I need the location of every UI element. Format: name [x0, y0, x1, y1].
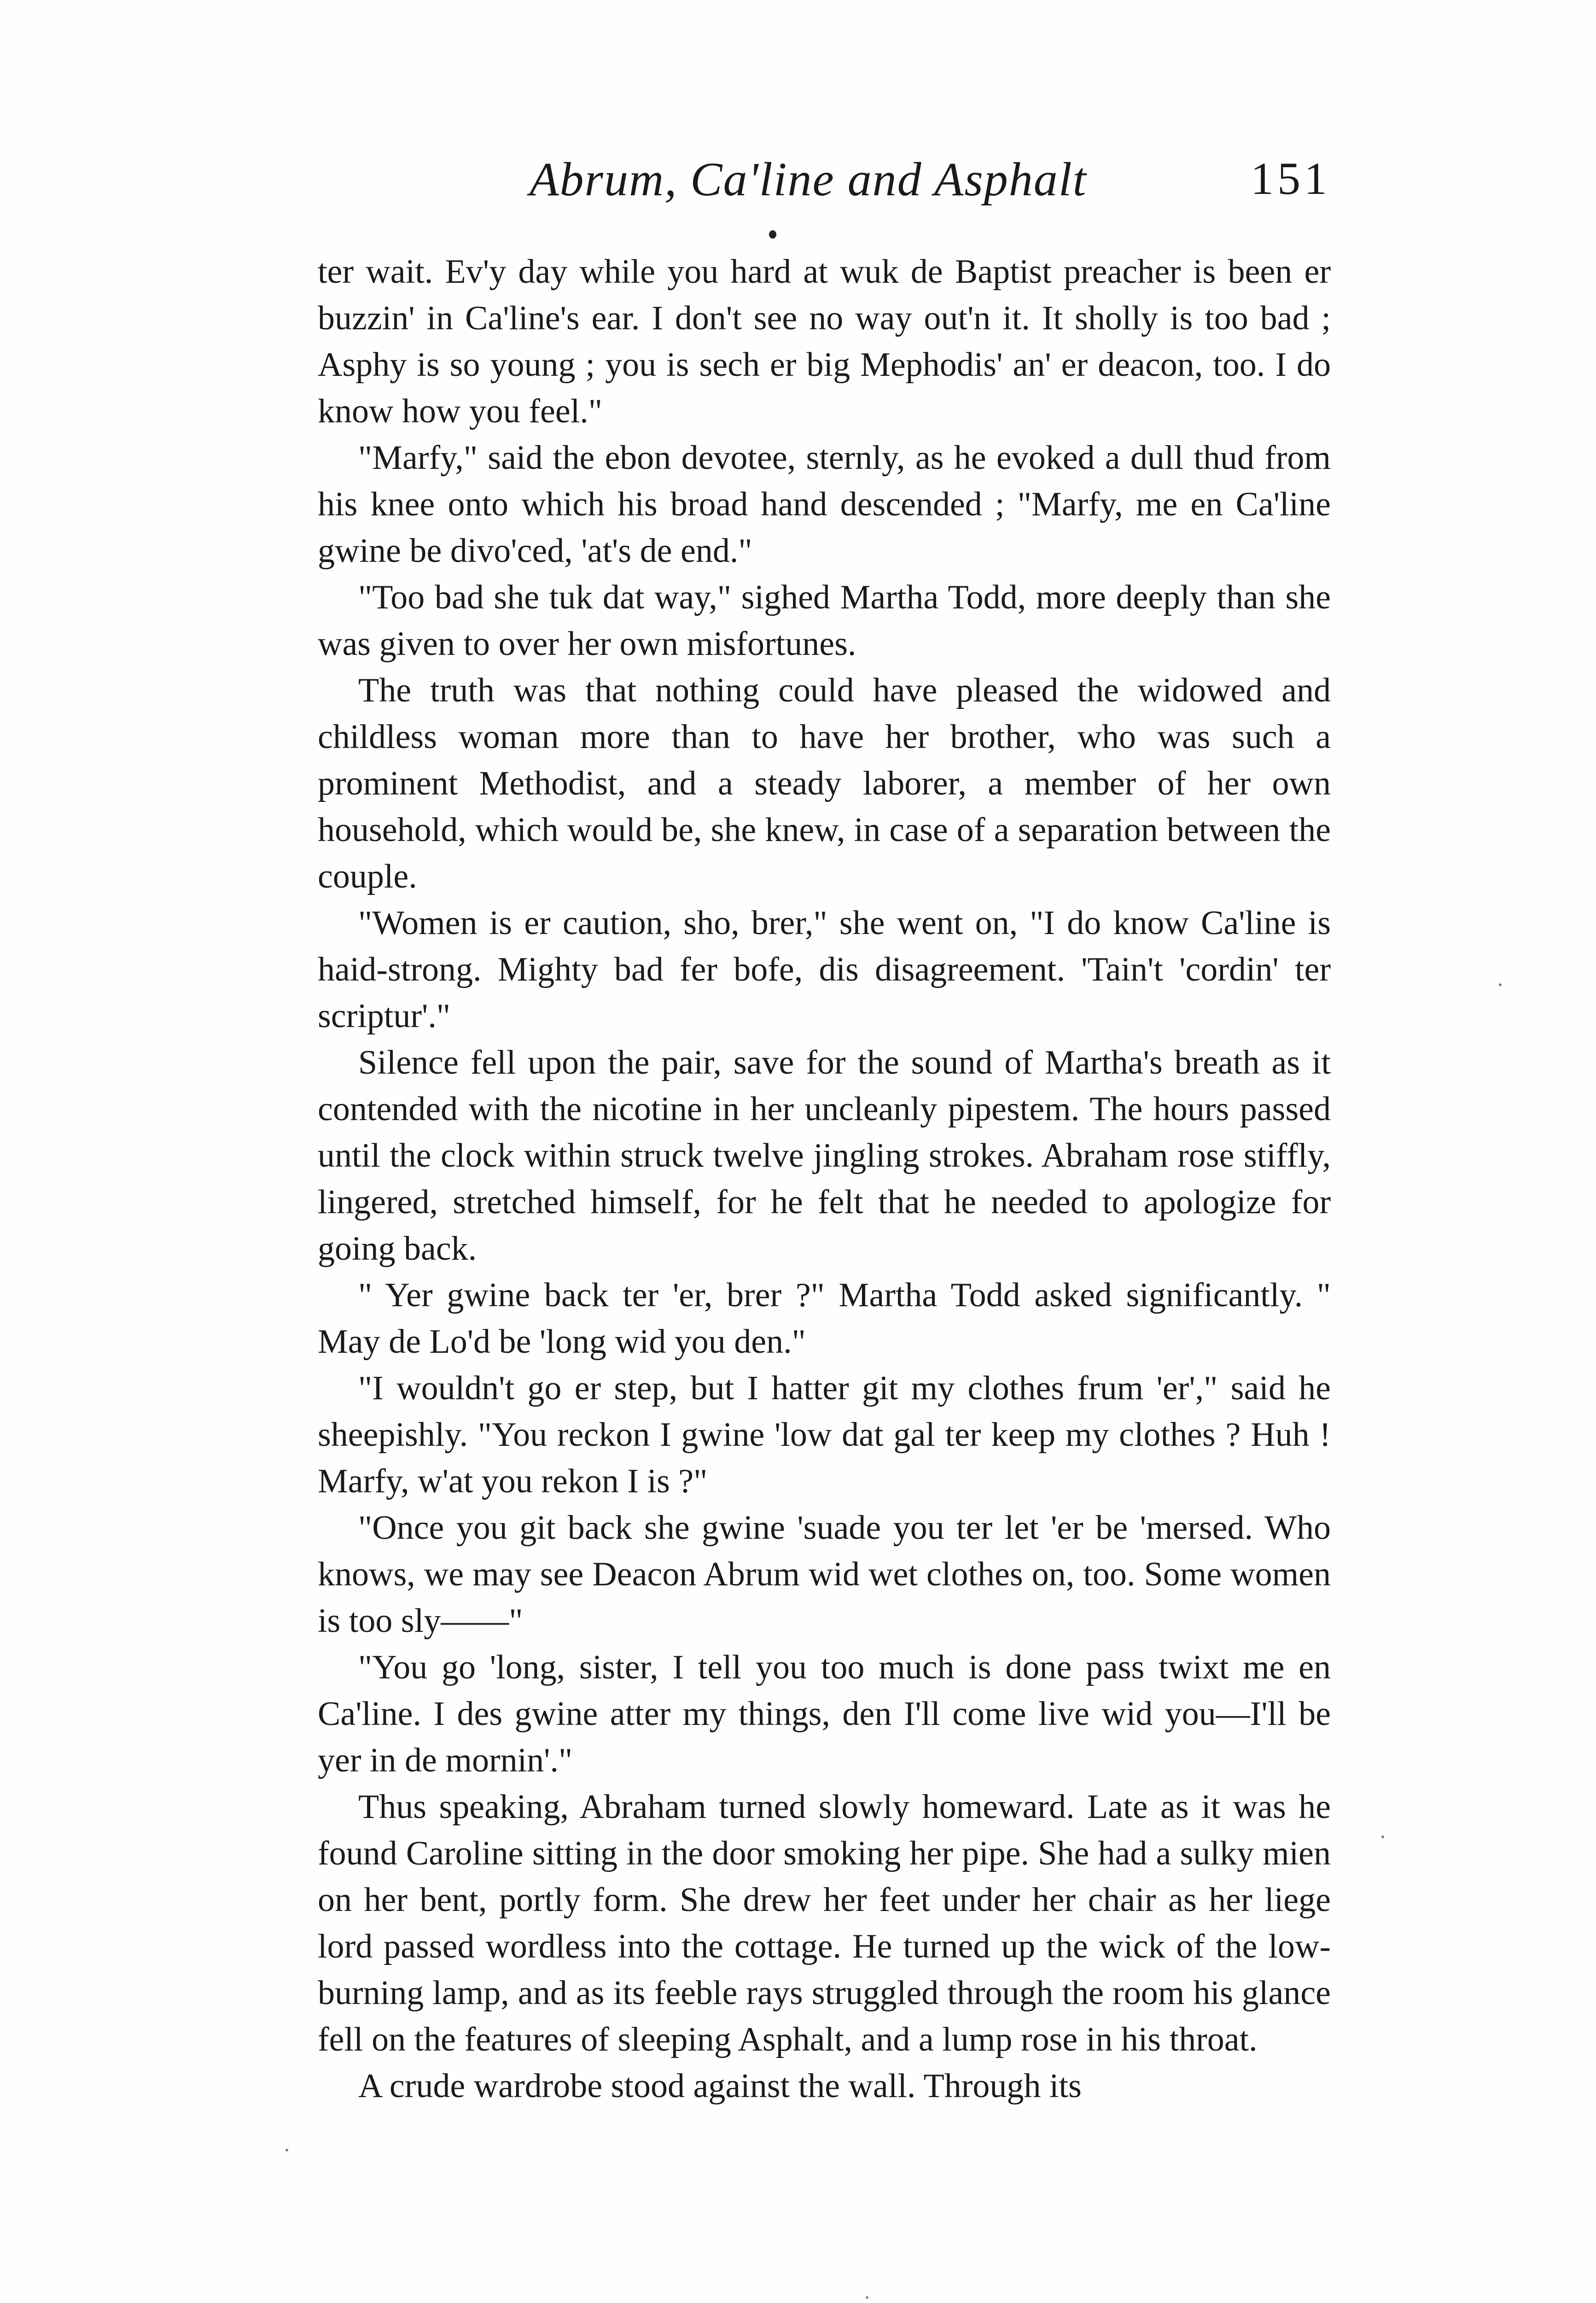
paragraph: "Too bad she tuk dat way," sighed Martha Todd, more deeply than she was given to over her own misfortunes. [318, 579, 1331, 663]
body-text [318, 249, 1331, 2110]
paragraph: Thus speaking, Abraham turned slowly homeward. Late as it was he found Caroline sitting in the door smoking her pipe. She had a sulky mien on her bent, portly form. She drew her feet under her chair as her liege lord passed wordless into the cottage. He turned up the wick of the low-burning lamp, and as its feeble rays struggled through the room his glance fell on the features of sleeping Asphalt, and a lump rose in his throat. [318, 1788, 1331, 2058]
paragraph: "Women is er caution, sho, brer," she went on, "I do know Ca'line is haid-strong. Mighty bad fer bofe, dis disagreement. 'Tain't 'cordin' ter scriptur'." [318, 904, 1331, 1035]
paragraph: "Marfy," said the ebon devotee, sternly, as he evoked a dull thud from his knee onto which his broad hand descended ; "Marfy, me en Ca'line gwine be divo'ced, 'at's de end." [318, 439, 1331, 570]
paragraph: A crude wardrobe stood against the wall. Through its [358, 2067, 1082, 2105]
paragraph: "I wouldn't go er step, but I hatter git my clothes frum 'er'," said he sheepishly. "You reckon I gwine 'low dat gal ter keep my clothes ? Huh ! Marfy, w'at you rekon I is ?" [318, 1369, 1331, 1500]
running-title: Abrum, Ca'line and Asphalt [530, 153, 1087, 206]
page-number: 151 [1251, 153, 1331, 204]
paragraph-continued: ter wait. Ev'y day while you hard at wuk de Baptist preacher is been er buzzin' in Ca'line's ear. I don't see no way out'n it. It sholly is too bad ; Asphy is so young ; you is sech er big Mephodis' an' er deacon, too. I do know how you feel." [318, 253, 1331, 430]
paragraph: "You go 'long, sister, I tell you too much is done pass twixt me en Ca'line. I des gwine atter my things, den I'll come live wid you—I'll be yer in de mornin'." [318, 1648, 1331, 1779]
paragraph: The truth was that nothing could have pleased the widowed and childless woman more than to have her brother, who was such a prominent Methodist, and a steady laborer, a member of her own household, which would be, she knew, in case of a separation between the couple. [318, 672, 1331, 895]
running-head [318, 152, 1331, 221]
ink-speck [866, 2296, 868, 2299]
paragraph: Silence fell upon the pair, save for the sound of Martha's breath as it contended with the nicotine in her uncleanly pipestem. The hours passed until the clock within struck twelve jingling strokes. Abraham rose stiffly, lingered, stretched himself, for he felt that he needed to apologize for going back. [318, 1044, 1331, 1268]
paragraph: "Once you git back she gwine 'suade you ter let 'er be 'mersed. Who knows, we may see Deacon Abrum wid wet clothes on, too. Some women is too sly——" [318, 1509, 1331, 1640]
ink-speck [769, 230, 776, 239]
paragraph: " Yer gwine back ter 'er, brer ?" Martha Todd asked significantly. " May de Lo'd be 'long wid you den." [318, 1276, 1331, 1361]
ink-speck [1381, 1835, 1384, 1838]
ink-speck [1499, 983, 1502, 986]
ink-speck [285, 2149, 288, 2151]
